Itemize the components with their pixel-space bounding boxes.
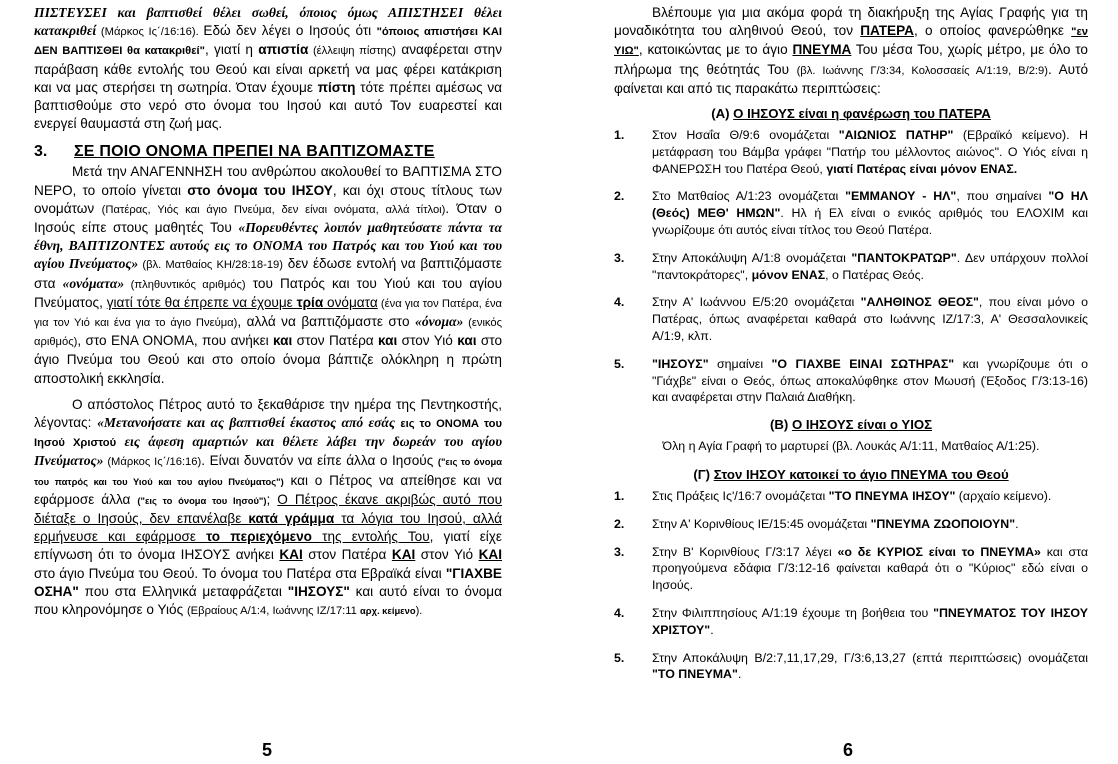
emphasis: "Ο ΓΙΑΧΒΕ ΕΙΝΑΙ ΣΩΤΗΡΑΣ" — [771, 356, 955, 371]
text: και γνωρίζουμε ότι ο "Γιάχβε" είναι ο Θεός, όπως αποκαλύφθηκε στον Μωυσή (Έξοδος Γ/3:13-16) και αναφέρεται στην Παλαιά Διαθήκη. — [652, 356, 1088, 405]
paragraph-baptism-name — [34, 163, 502, 387]
quote-acts: «Μετανοήσατε και ας βαπτισθεί έκαστος από εσάς — [97, 415, 401, 431]
word-apistia: απιστία — [258, 42, 309, 58]
underlined-text: της εντολής Του — [312, 529, 430, 545]
reference: (Εβραίους Α/1:4, Ιωάννης ΙΖ/17:11 — [186, 605, 360, 618]
text: Στην Α' Κορινθίους ΙΕ/15:45 ονομάζεται — [652, 516, 871, 531]
text: στο άγιο Πνεύμα του Θεού. Το όνομα του Πατέρα στα Εβραϊκά είναι — [34, 565, 446, 581]
emphasis: "ΤΟ ΠΝΕΥΜΑ ΙΗΣΟΥ" — [828, 488, 956, 503]
emphasis: μόνον ΕΝΑΣ — [751, 267, 826, 282]
underlined-text: γιατί τότε θα έπρεπε να έχουμε — [106, 294, 297, 310]
note: ("εις το όνομα του πατρός και του Υιού και του αγίου Πνεύματος") — [34, 456, 502, 487]
text: . — [710, 622, 714, 637]
list-c — [614, 488, 1088, 683]
list-item-text — [652, 294, 1088, 344]
text: . Όταν ο Ιησούς είπε στους μαθητές Του — [34, 200, 502, 236]
emphasis: «όνομα» — [415, 314, 464, 330]
emphasis: και — [378, 333, 398, 349]
subheading-title: Στον ΙΗΣΟΥ κατοικεί το άγιο ΠΝΕΥΜΑ του Θεού — [713, 466, 1009, 482]
text: . Είναι δυνατόν να είπε άλλα ο Ιησούς — [201, 453, 438, 469]
text: του Πατρός και του Υιού και του αγίου Πνεύματος, — [34, 275, 503, 310]
note: ("εις το όνομα του Ιησού") — [137, 494, 267, 506]
subheading-label: (Γ) — [693, 466, 714, 482]
text: Στην Αποκάλυψη Β/2:7,11,17,29, Γ/3:6,13,27 (επτά περιπτώσεις) ονομάζεται — [652, 650, 1088, 665]
right-page — [614, 4, 1088, 694]
subheading-title: Ο ΙΗΣΟΥΣ είναι η φανέρωση του ΠΑΤΕΡΑ — [733, 106, 991, 122]
subheading-label: (Β) — [769, 417, 792, 433]
list-item-number: 4. — [614, 605, 625, 620]
emphasis: τρία — [296, 294, 324, 310]
text: Στις Πράξεις Ις'/16:7 ονομάζεται — [652, 488, 829, 503]
text: , ο οποίος φανερώθηκε — [913, 23, 1072, 39]
text: στον Πατέρα — [292, 333, 379, 349]
emphasis: και — [273, 333, 293, 349]
list-item — [614, 356, 1088, 406]
text: , στο ΕΝΑ ΟΝΟΜΑ, που ανήκει — [77, 333, 274, 349]
reference: ). — [415, 605, 423, 618]
note: (έλλειψη πίστης) — [308, 45, 397, 58]
underlined-text: τα λόγια του Ιησού, αλλά ερμήνευσε και εφάρμοσε — [34, 511, 502, 545]
list-item-text — [652, 250, 1088, 284]
quote-mark-16-16: ΠΙΣΤΕΥΣΕΙ και βαπτισθεί θέλει σωθεί, όποιος όμως ΑΠΙΣΤΗΣΕΙ θέλει κατακριθεί — [34, 5, 502, 39]
emphasis: "εν ΥΙΩ" — [614, 26, 1088, 58]
text: και ο Πέτρος να απείθησε και να εφάρμοσε άλλα — [34, 472, 502, 507]
subheading-a — [614, 106, 1088, 121]
section-b-text: Όλη η Αγία Γραφή το μαρτυρεί (βλ. Λουκάς Α/1:11, Ματθαίος Α/1:25). — [662, 439, 1040, 454]
list-item-text — [652, 127, 1088, 177]
text: Στην Β' Κορινθίους Γ/3:17 λέγει — [652, 544, 838, 559]
list-item-text — [652, 356, 1088, 406]
reference: (βλ. Ιωάννης Γ/3:34, Κολοσσαείς Α/1:19, Β/2:9) — [796, 64, 1048, 77]
text: Του μέσα Του, χωρίς μέτρο, με όλο το πλήρωμα της θεότητάς Του — [614, 42, 1088, 77]
list-item-number: 3. — [614, 250, 625, 265]
note: αρχ. κείμενο — [360, 605, 416, 617]
text: Εδώ δεν λέγει ο Ιησούς ότι — [203, 23, 377, 39]
emphasis: "ΕΜΜΑΝΟΥ - ΗΛ" — [845, 189, 957, 204]
emphasis: γιατί Πατέρας είναι μόνον ΕΝΑΣ. — [826, 161, 1018, 176]
list-item-number: 4. — [614, 295, 625, 310]
list-item-text — [652, 516, 1088, 533]
emphasis: ΠΑΤΕΡΑ — [860, 23, 914, 39]
emphasis: «ονόματα» — [62, 275, 125, 291]
text: Μετά την ΑΝΑΓΕΝΝΗΣΗ του ανθρώπου ακολουθεί το ΒΑΠΤΙΣΜΑ ΣΤΟ ΝΕΡΟ, το οποίο γίνεται — [34, 164, 502, 198]
text: Στην Αποκάλυψη Α/1:8 ονομάζεται — [652, 250, 852, 265]
list-item-number: 2. — [614, 516, 625, 531]
text: , κατοικώντας με το άγιο — [638, 42, 793, 58]
underlined-text: ονόματα — [323, 294, 378, 310]
quote-bold: εις το ΟΝΟΜΑ του Ιησού Χριστού — [34, 418, 503, 450]
text: , και όχι στους τίτλους των ονομάτων — [34, 182, 502, 216]
quote-acts: εις άφεση αμαρτιών και θέλετε λάβει την δωρεάν του αγίου Πνεύματος» — [34, 434, 502, 469]
text: Στο Ματθαίος Α/1:23 ονομάζεται — [652, 189, 846, 204]
reference: (βλ. Ματθαίος ΚΗ/28:18-19) — [138, 259, 283, 272]
list-item-text — [652, 544, 1088, 594]
text: . Δεν υπάρχουν πολλοί "παντοκράτορες", — [652, 250, 1089, 282]
note: (πληθυντικός αριθμός) — [124, 278, 246, 291]
text: Στην Α' Ιωάννου Ε/5:20 ονομάζεται — [652, 295, 861, 310]
page-number-right: 6 — [843, 740, 854, 760]
note: (Πατέρας, Υιός και άγιο Πνεύμα, δεν είναι ονόματα, αλλά τίτλοι) — [101, 203, 446, 216]
text: (αρχαίο κείμενο). — [955, 488, 1052, 503]
emphasis: «ο δε ΚΥΡΙΟΣ είναι το ΠΝΕΥΜΑ» — [837, 544, 1041, 559]
list-item-number: 1. — [614, 488, 625, 503]
text: στον Υιό — [415, 547, 479, 563]
list-item-number: 5. — [614, 650, 625, 665]
text: . — [737, 667, 742, 682]
reference: (Μάρκος Ις΄/16:16). — [96, 26, 204, 39]
subheading-label: (Α) — [711, 106, 734, 122]
quote-matthew: «Πορευθέντες λοιπόν μαθητεύσατε πάντα τα έθνη, ΒΑΠΤΙΖΟΝΤΕΣ αυτούς εις το ΟΝΟΜΑ του Πατρός και του Υιού και του αγίου Πνεύματος» — [34, 220, 502, 272]
emphasis: "ΤΟ ΠΝΕΥΜΑ" — [652, 667, 738, 682]
text: , που είναι μόνο ο Πατέρας, όπως αναφέρεται καθαρά στο Ιωάννης ΙΖ/17:3, Α' Θεσσαλονικείς Α/1:9, κλπ. — [652, 295, 1088, 343]
quote-bold: "όποιος απιστήσει ΚΑΙ ΔΕΝ ΒΑΠΤΙΣΘΕΙ θα κατακριθεί" — [34, 26, 503, 58]
list-a — [614, 127, 1088, 406]
text: , που σημαίνει — [956, 189, 1049, 204]
section-3-heading — [34, 143, 502, 161]
page-number-left: 5 — [262, 740, 273, 760]
section-number: 3. — [34, 143, 48, 161]
text: τότε πρέπει αμέσως να βαπτισθούμε στο νερό στο όνομα του Ιησού και αυτό Τον ευαρεστεί και ενεργεί θαυμαστά στη ζωή μας. — [34, 79, 502, 132]
list-item — [614, 127, 1088, 177]
word-pisti: πίστη — [317, 79, 356, 95]
subheading-b — [614, 417, 1088, 432]
list-item-text — [652, 488, 1088, 505]
list-item — [614, 294, 1088, 344]
text: . Ηλ ή Ελ είναι ο ενικός αριθμός του ΕΛΟΧΙΜ και γνωρίζουμε ότι αυτός είναι τίτλος του Θεού Πατέρα. — [652, 206, 1088, 237]
emphasis: "ΠΑΝΤΟΚΡΑΤΩΡ" — [851, 250, 957, 265]
underlined-text: Ο Πέτρος έκανε ακριβώς αυτό που διέταξε ο Ιησούς, δεν επανέλαβε — [34, 491, 503, 527]
emphasis: "ΙΗΣΟΥΣ" — [652, 356, 709, 371]
subheading-c — [614, 467, 1088, 482]
paragraph-peter — [34, 396, 502, 620]
text: , ο Πατέρας Θεός. — [825, 267, 924, 282]
text: στον Πατέρα — [302, 547, 392, 563]
text: , γιατί η — [204, 42, 259, 58]
text: στο άγιο Πνεύμα του Θεού και στο οποίο όνομα βάπτιζε ολόκληρη η πρώτη αποστολική εκκλησία. — [34, 333, 503, 386]
list-item-text — [652, 650, 1088, 684]
reference: (Μάρκος Ις΄/16:16) — [103, 456, 202, 469]
list-item-text — [652, 188, 1088, 238]
paragraph-faith — [34, 4, 502, 133]
emphasis: "ΠΝΕΥΜΑ ΖΩΟΠΟΙΟΥΝ" — [870, 516, 1016, 531]
text: και αυτό είναι το όνομα που κληρονόμησε ο Υιός — [34, 583, 502, 618]
text: Στην Φιλιππησίους Α/1:19 έχουμε τη βοήθεια του — [652, 605, 934, 620]
list-item-number: 3. — [614, 544, 625, 559]
emphasis: το περιεχόμενο — [206, 529, 312, 545]
emphasis: ΚΑΙ — [478, 547, 503, 563]
emphasis: και — [457, 333, 477, 349]
text: (Εβραϊκό κείμενο). Η μετάφραση του Βάμβα γράφει "Πατήρ του μέλλοντος αιώνος". Ο Υιός είναι η ΦΑΝΕΡΩΣΗ του Πατέρα Θεού, — [652, 128, 1089, 176]
list-item-number: 5. — [614, 356, 625, 371]
emphasis: "Ο ΗΛ (Θεός) ΜΕΘ' ΗΜΩΝ" — [652, 189, 1088, 221]
list-item — [614, 488, 1088, 505]
note: (ενικός αριθμός) — [34, 317, 503, 349]
text: που στα Ελληνικά μεταφράζεται — [78, 583, 288, 599]
emphasis: ΚΑΙ — [391, 547, 416, 563]
paragraph-intro — [614, 4, 1088, 98]
left-page — [34, 4, 502, 620]
emphasis: κατά γράμμα — [248, 511, 335, 527]
emphasis: "ΓΙΑΧΒΕ ΟΣΗΑ" — [34, 565, 502, 599]
text: , αλλά να βαπτιζόμαστε στο — [237, 314, 416, 330]
text: Βλέπουμε για μια ακόμα φορά τη διακήρυξη της Αγίας Γραφής για τη μοναδικότητα του αληθινού Θεού, τον — [614, 5, 1088, 39]
emphasis: "ΑΙΩΝΙΟΣ ΠΑΤΗΡ" — [838, 128, 954, 143]
list-item — [614, 188, 1088, 238]
emphasis: ΚΑΙ — [279, 547, 303, 563]
text: δεν έδωσε εντολή να βαπτιζόμαστε στα — [34, 256, 502, 291]
emphasis: "ΠΝΕΥΜΑΤΟΣ ΤΟΥ ΙΗΣΟΥ ΧΡΙΣΤΟΥ" — [652, 605, 1088, 637]
text: Ο απόστολος Πέτρος αυτό το ξεκαθάρισε την ημέρα της Πεντηκοστής, λέγοντας: — [34, 396, 502, 431]
note: (ένα για τον Πατέρα, ένα για τον Υιό και ένα για το άγιο Πνεύμα) — [34, 297, 503, 330]
emphasis: στο όνομα του ΙΗΣΟΥ — [187, 182, 333, 198]
text: και στα προηγούμενα εδάφια Γ/3:12-16 φαίνεται καθαρά ότι ο "Κύριος" εδώ είναι ο Ιησούς. — [652, 544, 1088, 593]
list-item-text — [652, 605, 1088, 639]
text: . — [1015, 516, 1019, 531]
list-item — [614, 516, 1088, 533]
list-item — [614, 544, 1088, 594]
text: , γιατί είχε επίγνωση ότι το όνομα ΙΗΣΟΥΣ ανήκει — [34, 529, 502, 563]
spacer — [34, 388, 502, 396]
list-item-number: 2. — [614, 189, 625, 204]
subheading-title: Ο ΙΗΣΟΥΣ είναι ο ΥΙΟΣ — [791, 417, 933, 433]
emphasis: "ΙΗΣΟΥΣ" — [287, 583, 350, 599]
emphasis: ΠΝΕΥΜΑ — [792, 42, 852, 58]
text: . Αυτό φαίνεται και από τις παρακάτω περιπτώσεις: — [614, 61, 1089, 96]
text: αναφέρεται στην παράβαση κάθε εντολής του Θεού και είναι αρκετή να μας φέρει κατάκριση και να μας στερήσει τη σωτηρία. Όταν έχουμε — [34, 42, 502, 95]
list-item-number: 1. — [614, 128, 625, 143]
emphasis: "ΑΛΗΘΙΝΟΣ ΘΕΟΣ" — [860, 295, 979, 310]
list-item — [614, 250, 1088, 284]
section-title: ΣΕ ΠΟΙΟ ΟΝΟΜΑ ΠΡΕΠΕΙ ΝΑ ΒΑΠΤΙΖΟΜΑΣΤΕ — [74, 143, 435, 161]
text: Στον Ησαΐα Θ/9:6 ονομάζεται — [652, 128, 839, 143]
text: σημαίνει — [708, 356, 772, 371]
text: ; — [266, 491, 278, 507]
list-item — [614, 605, 1088, 639]
text: στον Υιό — [397, 333, 458, 349]
list-item — [614, 650, 1088, 684]
